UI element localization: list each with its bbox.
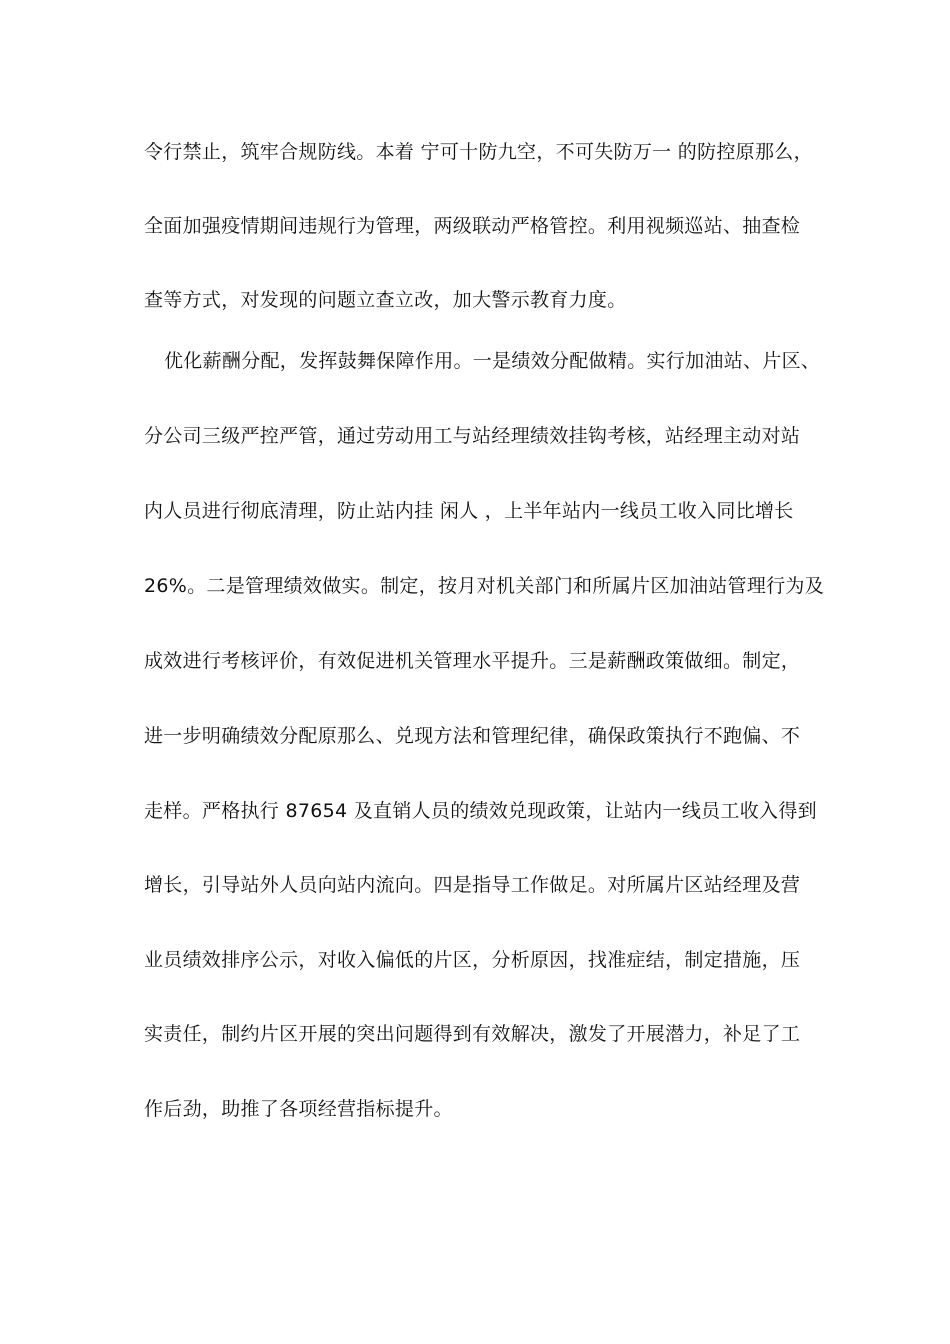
text-line-9: 进一步明确绩效分配原那么、兑现方法和管理纪律，确保政策执行不跑偏、不 <box>144 725 801 747</box>
text-line-13: 实责任，制约片区开展的突出问题得到有效解决，激发了开展潜力，补足了工 <box>144 1023 801 1045</box>
text-line-12: 业员绩效排序公示，对收入偏低的片区，分析原因，找准症结，制定措施，压 <box>144 949 801 971</box>
text-line-7: 26%。二是管理绩效做实。制定，按月对机关部门和所属片区加油站管理行为及 <box>144 575 825 597</box>
text-line-10: 走样。严格执行 87654 及直销人员的绩效兑现政策，让站内一线员工收入得到 <box>144 800 817 822</box>
text-line-14: 作后劲，助推了各项经营指标提升。 <box>144 1098 453 1120</box>
text-line-1: 令行禁止，筑牢合规防线。本着 宁可十防九空，不可失防万一 的防控原那么， <box>144 141 813 163</box>
text-line-11: 增长，引导站外人员向站内流向。四是指导工作做足。对所属片区站经理及营 <box>144 874 801 896</box>
text-line-3: 查等方式，对发现的问题立查立改，加大警示教育力度。 <box>144 289 627 311</box>
text-line-4: 优化薪酬分配，发挥鼓舞保障作用。一是绩效分配做精。实行加油站、片区、 <box>164 350 821 372</box>
text-line-2: 全面加强疫情期间违规行为管理，两级联动严格管控。利用视频巡站、抽查检 <box>144 215 801 237</box>
text-line-6: 内人员进行彻底清理，防止站内挂 闲人 ，上半年站内一线员工收入同比增长 <box>144 500 794 522</box>
text-line-8: 成效进行考核评价，有效促进机关管理水平提升。三是薪酬政策做细。制定， <box>144 650 801 672</box>
text-line-5: 分公司三级严控严管，通过劳动用工与站经理绩效挂钩考核，站经理主动对站 <box>144 425 801 447</box>
